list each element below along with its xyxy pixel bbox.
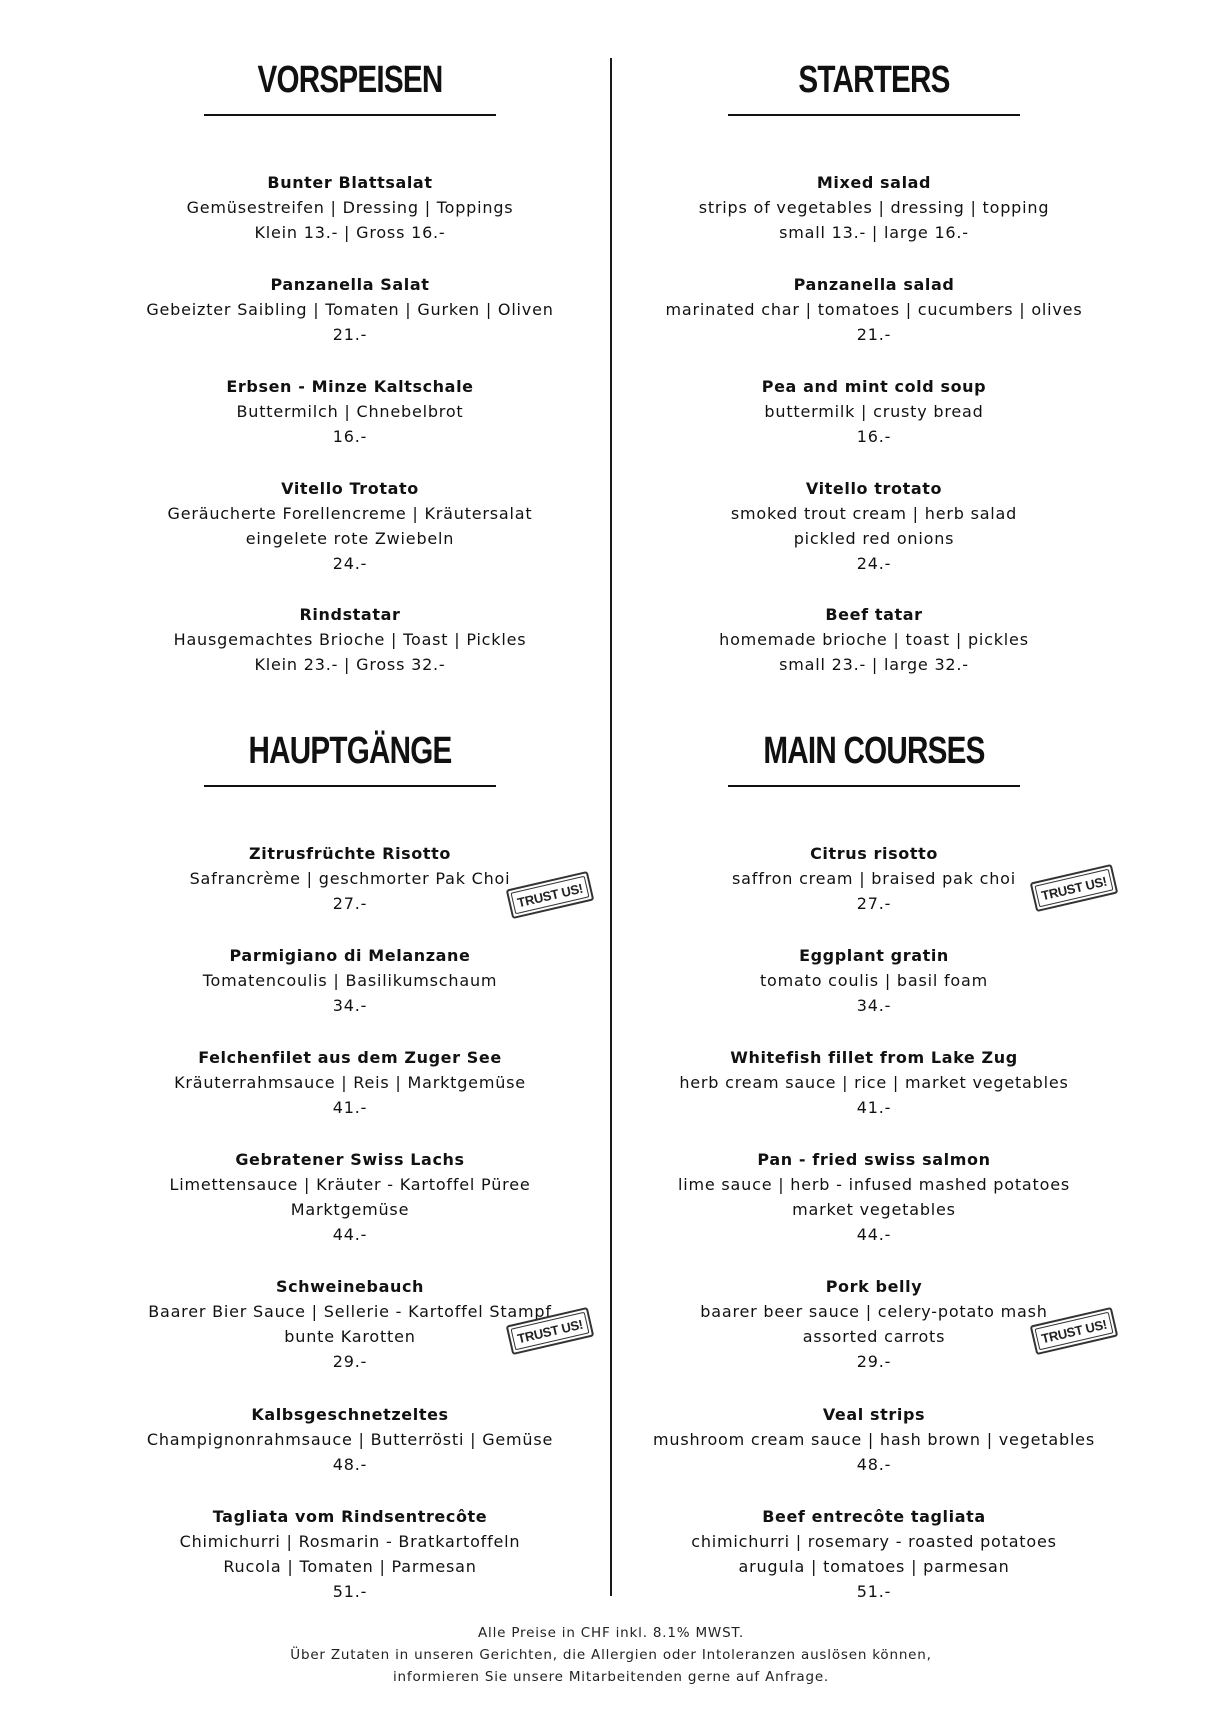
menu-item-name: Vitello Trotato — [281, 479, 419, 498]
menu-item-price: 48.- — [332, 1455, 368, 1474]
menu-item — [88, 943, 612, 1018]
section-title-underline — [204, 785, 496, 787]
section-title-underline — [204, 114, 496, 116]
section-title-underline — [728, 114, 1020, 116]
menu-item-price: 44.- — [856, 1225, 892, 1244]
menu-item-description: chimichurri | rosemary - roasted potatoes — [691, 1532, 1057, 1551]
menu-item-price: 51.- — [332, 1582, 368, 1601]
stamp-label: TRUST US! — [510, 1312, 589, 1351]
menu-item-description: pickled red onions — [793, 529, 955, 548]
menu-item-description: tomato coulis | basil foam — [759, 971, 988, 990]
menu-item-price: 44.- — [332, 1225, 368, 1244]
menu-item-name: Felchenfilet aus dem Zuger See — [198, 1048, 502, 1067]
menu-item-price: 21.- — [856, 325, 892, 344]
menu-item-name: Schweinebauch — [275, 1277, 425, 1296]
menu-item — [612, 476, 1136, 576]
menu-item-description: assorted carrots — [802, 1327, 946, 1346]
stamp-label: TRUST US! — [1034, 1312, 1113, 1351]
menu-item-description: mushroom cream sauce | hash brown | vegetables — [653, 1430, 1095, 1449]
menu-item-price: Klein 23.- | Gross 32.- — [254, 655, 446, 674]
menu-item — [88, 602, 612, 677]
menu-item-description: Buttermilch | Chnebelbrot — [236, 402, 464, 421]
menu-item-name: Rindstatar — [299, 605, 401, 624]
menu-item — [612, 374, 1136, 449]
menu-item — [88, 374, 612, 449]
menu-item-description: Gebeizter Saibling | Tomaten | Gurken | Oliven — [146, 300, 554, 319]
menu-item-price: 34.- — [332, 996, 368, 1015]
section-title-hauptgaenge: HAUPTGÄNGE — [248, 730, 452, 772]
menu-item-price: 29.- — [856, 1352, 892, 1371]
menu-item-description: Tomatencoulis | Basilikumschaum — [202, 971, 498, 990]
section-title-starters: STARTERS — [798, 59, 950, 101]
menu-item-description: bunte Karotten — [284, 1327, 416, 1346]
menu-item-name: Panzanella salad — [793, 275, 955, 294]
menu-item-price: 21.- — [332, 325, 368, 344]
menu-item-description: lime sauce | herb - infused mashed potatoes — [678, 1175, 1070, 1194]
menu-item-price: 24.- — [332, 554, 368, 573]
menu-item-description: homemade brioche | toast | pickles — [719, 630, 1029, 649]
menu-item-name: Vitello trotato — [805, 479, 943, 498]
menu-item — [612, 170, 1136, 245]
menu-item-price: 27.- — [332, 894, 368, 913]
menu-item-price: 16.- — [856, 427, 892, 446]
menu-item — [88, 1045, 612, 1120]
menu-item — [612, 1147, 1136, 1247]
menu-item-description: smoked trout cream | herb salad — [730, 504, 1018, 523]
footer-note — [0, 1622, 1222, 1688]
menu-item — [88, 1147, 612, 1247]
menu-item-description: Hausgemachtes Brioche | Toast | Pickles — [173, 630, 527, 649]
menu-item-name: Whitefish fillet from Lake Zug — [730, 1048, 1018, 1067]
menu-item-price: 29.- — [332, 1352, 368, 1371]
footer-line: Alle Preise in CHF inkl. 8.1% MWST. — [478, 1625, 744, 1641]
menu-item-name: Eggplant gratin — [799, 946, 949, 965]
menu-item — [612, 272, 1136, 347]
menu-item — [612, 602, 1136, 677]
menu-item-name: Pork belly — [825, 1277, 923, 1296]
menu-item-price: 41.- — [332, 1098, 368, 1117]
menu-item-name: Citrus risotto — [810, 844, 938, 863]
menu-item-name: Erbsen - Minze Kaltschale — [226, 377, 474, 396]
section-title-main-courses: MAIN COURSES — [763, 730, 985, 772]
menu-item-price: small 13.- | large 16.- — [779, 223, 969, 242]
menu-item-name: Beef entrecôte tagliata — [762, 1507, 986, 1526]
section-title-vorspeisen: VORSPEISEN — [257, 59, 443, 101]
menu-item-name: Tagliata vom Rindsentrecôte — [212, 1507, 488, 1526]
menu-item-description: Geräucherte Forellencreme | Kräutersalat — [167, 504, 533, 523]
menu-item-description: Limettensauce | Kräuter - Kartoffel Püree — [169, 1175, 531, 1194]
menu-item-name: Mixed salad — [816, 173, 932, 192]
menu-item-description: Kräuterrahmsauce | Reis | Marktgemüse — [174, 1073, 526, 1092]
menu-item-price: 41.- — [856, 1098, 892, 1117]
menu-item-name: Zitrusfrüchte Risotto — [249, 844, 451, 863]
menu-item-description: strips of vegetables | dressing | topping — [698, 198, 1050, 217]
menu-item-description: eingelete rote Zwiebeln — [245, 529, 455, 548]
menu-item-description: herb cream sauce | rice | market vegetables — [679, 1073, 1069, 1092]
section-title-underline — [728, 785, 1020, 787]
menu-item — [612, 1402, 1136, 1477]
menu-item-price: 51.- — [856, 1582, 892, 1601]
menu-item-description: Chimichurri | Rosmarin - Bratkartoffeln — [179, 1532, 521, 1551]
menu-item-description: Baarer Bier Sauce | Sellerie - Kartoffel Stampf — [148, 1302, 552, 1321]
menu-item-price: 27.- — [856, 894, 892, 913]
menu-item — [88, 476, 612, 576]
menu-item — [612, 943, 1136, 1018]
menu-item — [88, 272, 612, 347]
menu-item-description: arugula | tomatoes | parmesan — [738, 1557, 1010, 1576]
menu-item-description: Gemüsestreifen | Dressing | Toppings — [186, 198, 514, 217]
menu-item-name: Pea and mint cold soup — [761, 377, 987, 396]
menu-item — [88, 1402, 612, 1477]
stamp-label: TRUST US! — [1034, 869, 1113, 908]
menu-item-description: Rucola | Tomaten | Parmesan — [223, 1557, 477, 1576]
menu-item-description: baarer beer sauce | celery-potato mash — [700, 1302, 1048, 1321]
menu-item-price: 34.- — [856, 996, 892, 1015]
menu-item-name: Gebratener Swiss Lachs — [235, 1150, 465, 1169]
menu-item-name: Parmigiano di Melanzane — [229, 946, 471, 965]
menu-item-description: Champignonrahmsauce | Butterrösti | Gemüse — [146, 1430, 554, 1449]
stamp-label: TRUST US! — [510, 876, 589, 915]
menu-item-description: Marktgemüse — [290, 1200, 410, 1219]
footer-line: Über Zutaten in unseren Gerichten, die Allergien oder Intoleranzen auslösen können, — [290, 1647, 932, 1663]
menu-item-description: marinated char | tomatoes | cucumbers | olives — [665, 300, 1083, 319]
menu-item-price: 48.- — [856, 1455, 892, 1474]
footer-line: informieren Sie unsere Mitarbeitenden gerne auf Anfrage. — [392, 1669, 830, 1685]
menu-item-name: Kalbsgeschnetzeltes — [251, 1405, 449, 1424]
menu-item — [88, 1504, 612, 1604]
menu-item-description: buttermilk | crusty bread — [764, 402, 984, 421]
menu-item-name: Veal strips — [822, 1405, 926, 1424]
menu-item — [88, 170, 612, 245]
menu-item-description: market vegetables — [792, 1200, 956, 1219]
menu-item-name: Bunter Blattsalat — [267, 173, 433, 192]
menu-item-price: Klein 13.- | Gross 16.- — [254, 223, 446, 242]
menu-item-name: Panzanella Salat — [270, 275, 430, 294]
menu-item-price: 24.- — [856, 554, 892, 573]
menu-item — [612, 1504, 1136, 1604]
menu-item — [612, 1045, 1136, 1120]
menu-item-name: Beef tatar — [825, 605, 923, 624]
menu-item-name: Pan - fried swiss salmon — [757, 1150, 991, 1169]
menu-item-price: small 23.- | large 32.- — [779, 655, 969, 674]
menu-item-price: 16.- — [332, 427, 368, 446]
menu-item-description: Safrancrème | geschmorter Pak Choi — [189, 869, 511, 888]
menu-item-description: saffron cream | braised pak choi — [732, 869, 1016, 888]
